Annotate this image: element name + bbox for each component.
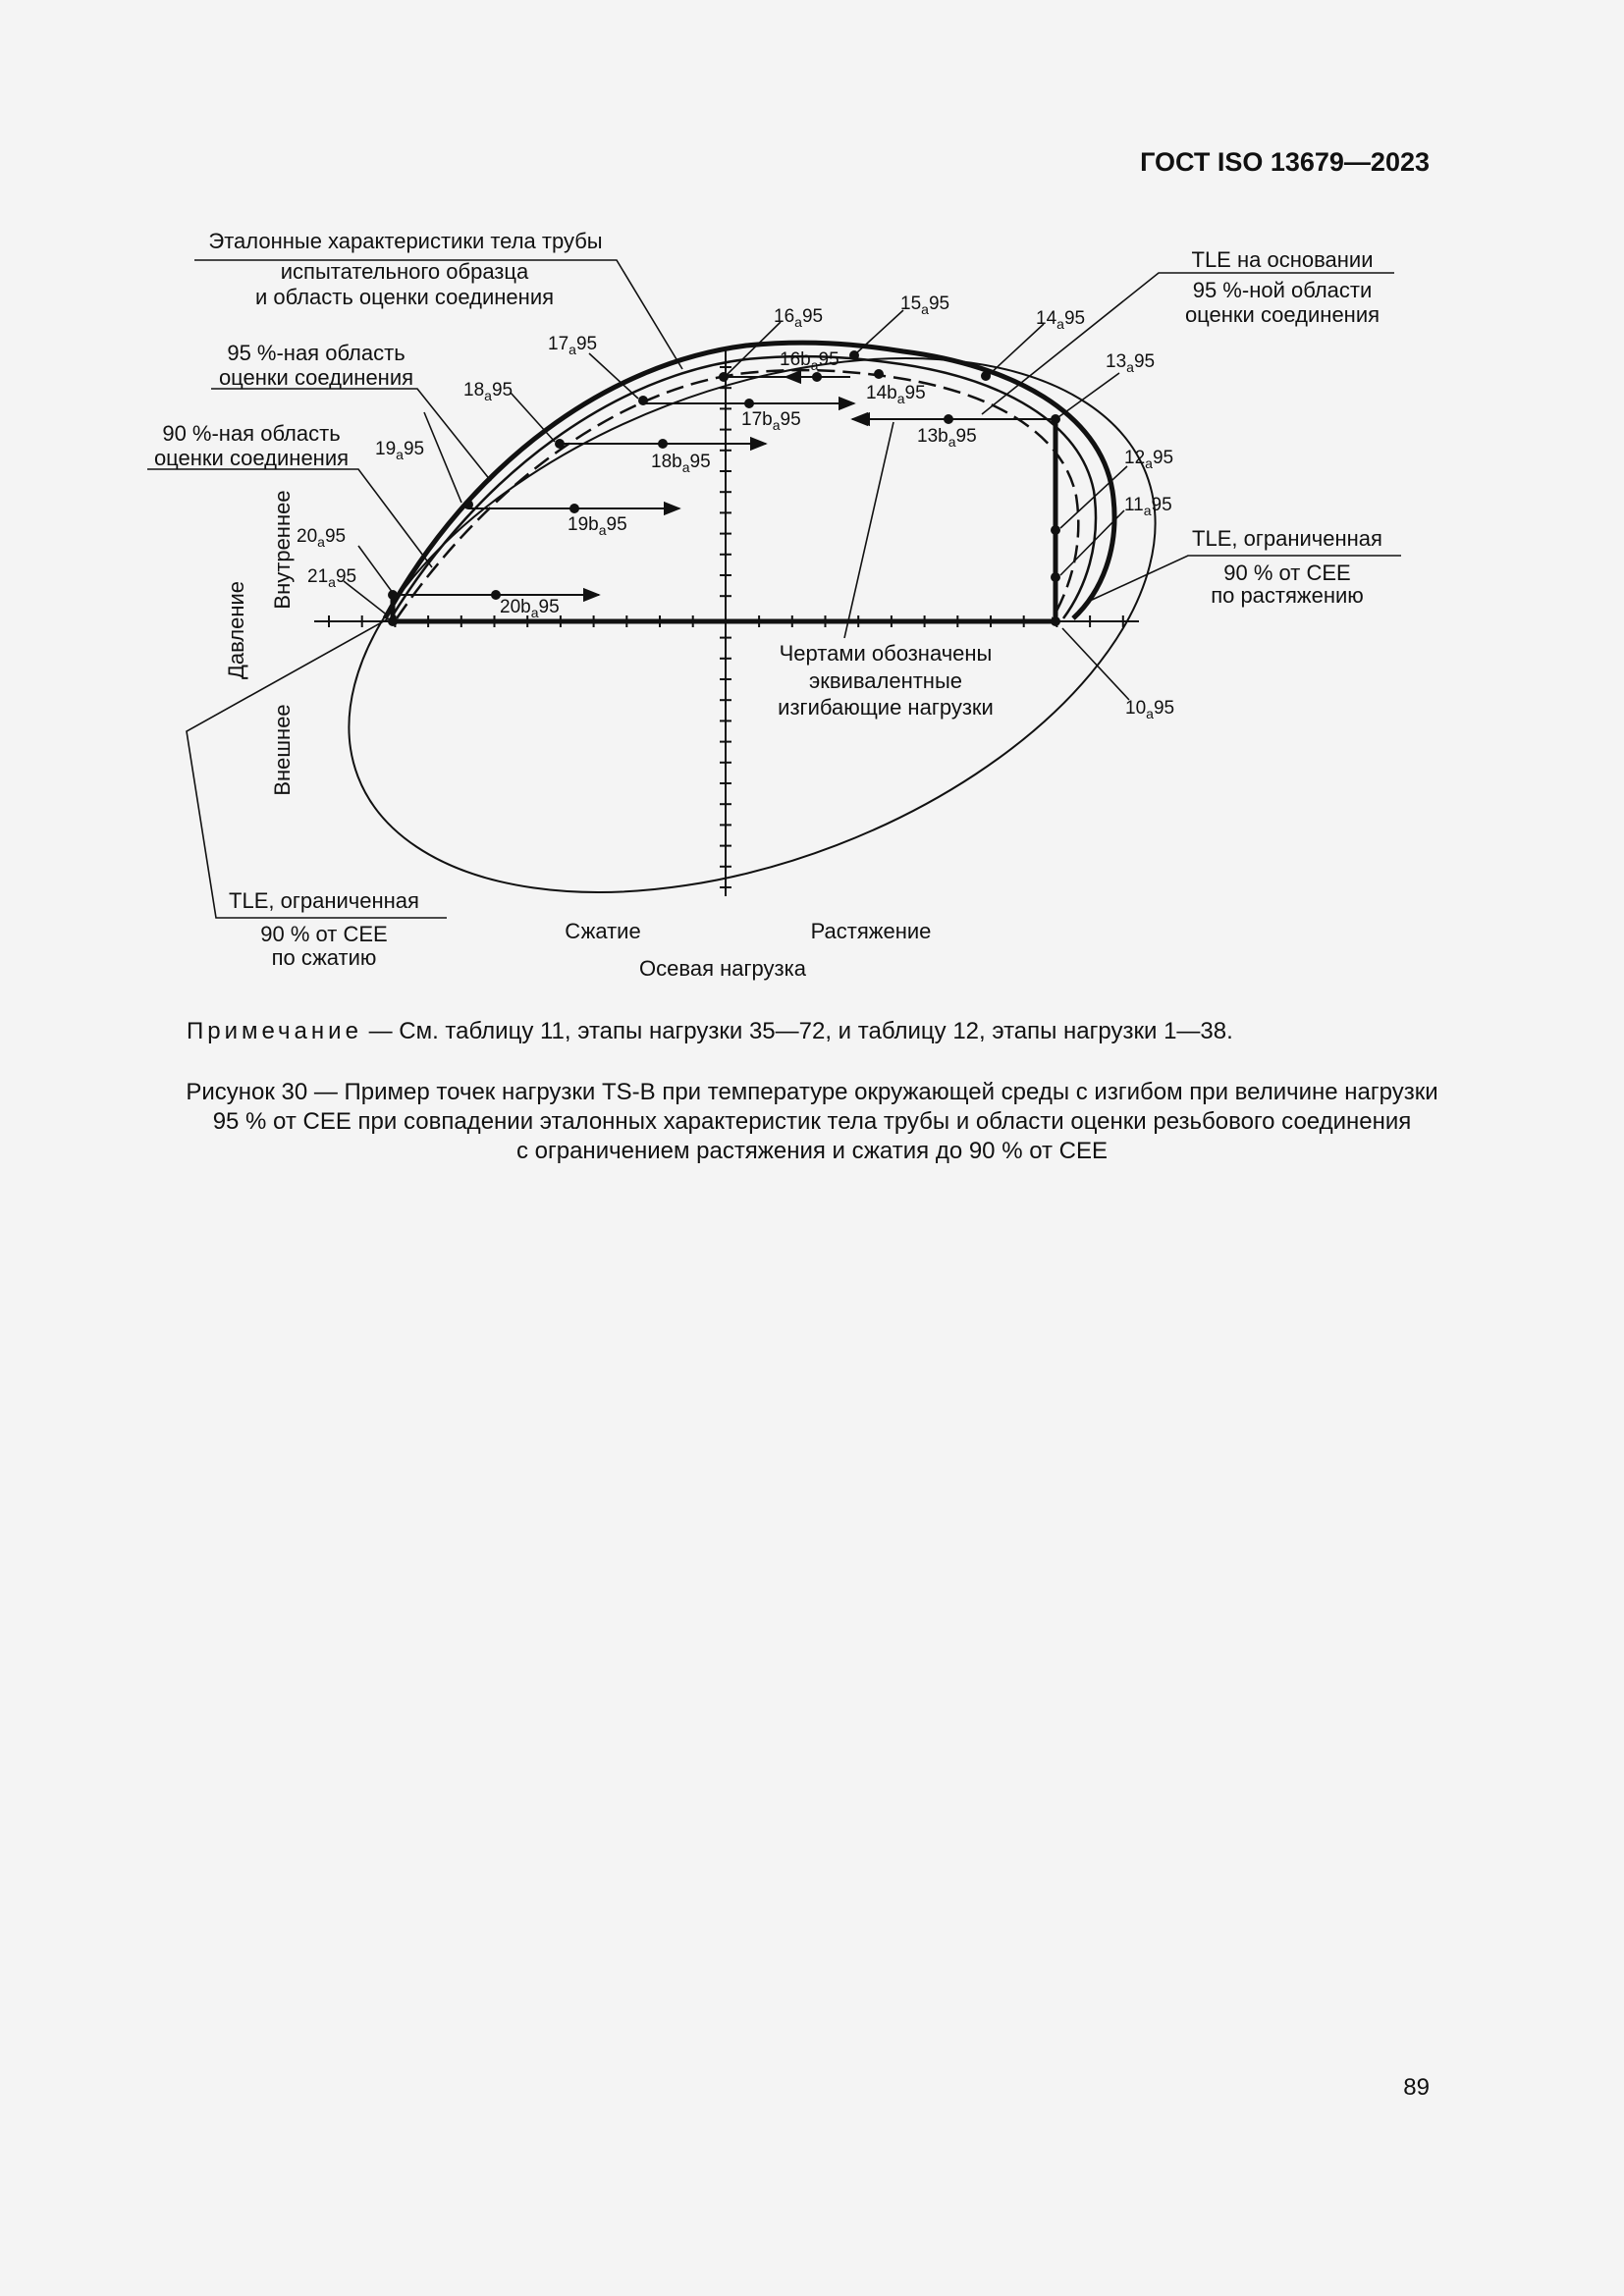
point-label-21: $21_a95$ [307, 566, 357, 590]
callout-reference-3: и область оценки соединения [254, 285, 555, 309]
callout-area95-1: 95 %-ная область [227, 341, 406, 365]
point-label-20: $20_a95$ [297, 526, 347, 550]
callout-texts [154, 229, 1382, 970]
point-label-10: $10_a95$ [1125, 698, 1175, 721]
axis-compression-label: Сжатие [565, 919, 641, 943]
full-envelope-ellipse [271, 254, 1231, 996]
point-label-17: $17_a95$ [548, 334, 598, 357]
axis-pressure-label: Давление [224, 580, 248, 680]
document-header: ГОСТ ISO 13679—2023 [1140, 147, 1430, 177]
note-text: — См. таблицу 11, этапы нагрузки 35—72, и таблицу 12, этапы нагрузки 1—38. [361, 1018, 1233, 1044]
callout-tle-compression-3: по сжатию [271, 945, 377, 970]
point-label-20b: $20b_a95$ [500, 597, 560, 620]
figure-caption [98, 1078, 1526, 1166]
callout-bending-3: изгибающие нагрузки [778, 695, 994, 720]
callout-bending-1: Чертами обозначены [779, 641, 993, 666]
point-label-14: $14_a95$ [1036, 308, 1086, 332]
callout-tle-tension-1: TLE, ограниченная [1192, 526, 1382, 551]
point-label-16: $16_a95$ [774, 306, 824, 330]
point-label-13: $13_a95$ [1106, 351, 1156, 375]
point-label-17b: $17b_a95$ [741, 409, 801, 433]
callout-area90-1: 90 %-ная область [162, 421, 341, 446]
callout-reference-1: Эталонные характеристики тела трубы [208, 229, 603, 253]
callout-tle-compression-2: 90 % от CEE [260, 922, 388, 946]
callout-area95-2: оценки соединения [218, 365, 414, 390]
axis-tension-label: Растяжение [810, 919, 932, 943]
point-label-12: $12_a95$ [1124, 448, 1174, 471]
callout-tle-tension-2: 90 % от CEE [1223, 561, 1351, 585]
figure-diagram [0, 0, 1624, 1001]
axis-axial-load-label: Осевая нагрузка [639, 956, 806, 981]
axis-internal-label: Внутреннее [270, 490, 295, 610]
callout-tle95-1: TLE на основании [1191, 247, 1374, 272]
page-number: 89 [1403, 2074, 1430, 2101]
caption-line-2: 95 % от CEE при совпадении эталонных характеристик тела трубы и области оценки резьбового соединения [212, 1108, 1412, 1135]
callout-reference-2: испытательного образца [280, 259, 529, 284]
callout-tle-tension-3: по растяжению [1211, 583, 1364, 608]
caption-line-1: Рисунок 30 — Пример точек нагрузки TS-B при температуре окружающей среды с изгибом при величине нагрузки [186, 1079, 1438, 1105]
callout-tle95-2: 95 %-ной области [1192, 278, 1373, 302]
figure-note [187, 1018, 1233, 1045]
point-label-14b: $14b_a95$ [866, 383, 926, 406]
load-point-labels [297, 294, 1174, 721]
point-label-18b: $18b_a95$ [651, 452, 711, 475]
point-label-13b: $13b_a95$ [917, 426, 977, 450]
axis-external-label: Внешнее [270, 704, 295, 796]
caption-line-3: с ограничением растяжения и сжатия до 90 % от CEE [515, 1138, 1109, 1164]
callout-area90-2: оценки соединения [153, 446, 350, 470]
point-label-16b: $16b_a95$ [780, 349, 839, 373]
note-label: Примечание [187, 1018, 362, 1044]
point-label-15: $15_a95$ [900, 294, 950, 317]
callout-tle95-3: оценки соединения [1184, 302, 1380, 327]
point-label-19: $19_a95$ [375, 439, 425, 462]
point-label-18: $18_a95$ [463, 380, 514, 403]
area-90-curve [397, 370, 1078, 618]
callout-bending-2: эквивалентные [809, 668, 962, 693]
point-label-19b: $19b_a95$ [568, 514, 627, 538]
callout-tle-compression-1: TLE, ограниченная [229, 888, 419, 913]
point-label-11: $11_a95$ [1124, 495, 1172, 518]
